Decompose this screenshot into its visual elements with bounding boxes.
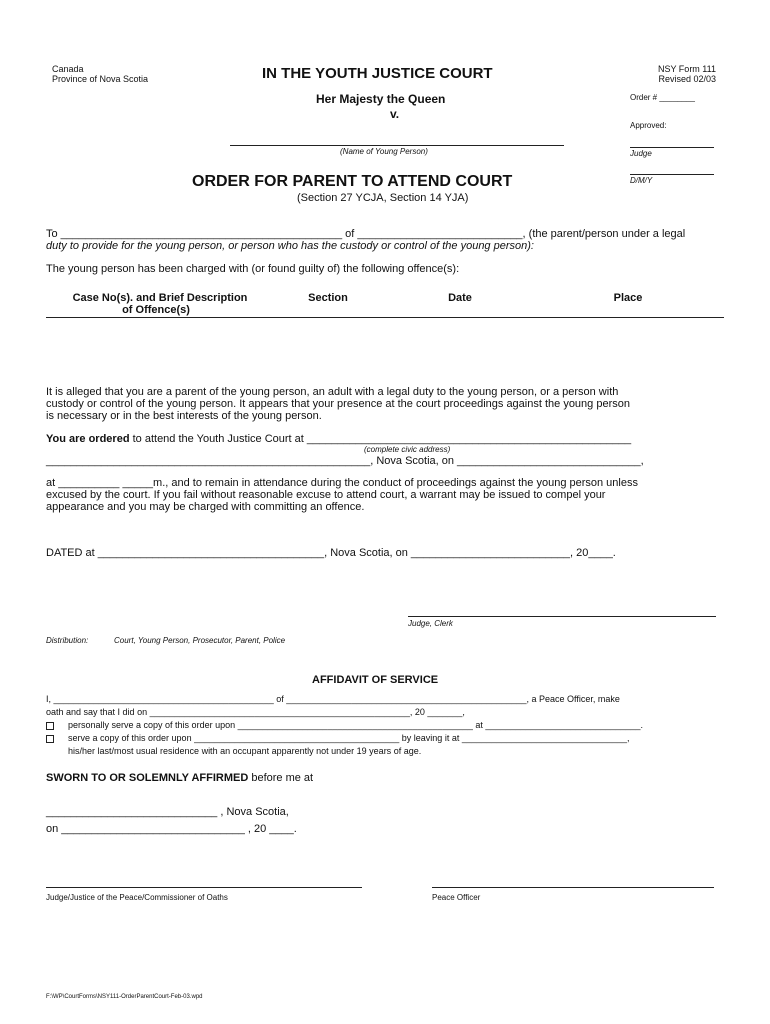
province-label: Province of Nova Scotia xyxy=(52,74,149,84)
judge-label: Judge xyxy=(630,149,652,158)
to-line-continued: duty to provide for the young person, or person who has the custody or control of the young person): xyxy=(46,240,534,252)
to-line: To ______________________________________________ of ___________________________, (the parent/person under a legal xyxy=(46,228,686,240)
file-path: F:\WP\CourtForms\NSY111-OrderParentCourt-Feb-03.wpd xyxy=(46,994,203,1000)
order-title: ORDER FOR PARENT TO ATTEND COURT xyxy=(192,173,513,190)
commissioner-label: Judge/Justice of the Peace/Commissioner of Oaths xyxy=(46,893,228,902)
revised-date: Revised 02/03 xyxy=(658,74,716,84)
approved-label: Approved: xyxy=(630,121,667,130)
col-case-label-2: of Offence(s) xyxy=(122,304,190,316)
ordered-rest: to attend the Youth Justice Court at _____________________________________________________ xyxy=(129,433,632,445)
col-case-label: Case No(s). and Brief Description xyxy=(72,292,248,304)
country-label: Canada xyxy=(52,64,84,74)
residence-service-text: serve a copy of this order upon _________________________________________ by leaving it at _________________________________, xyxy=(68,733,630,743)
judge-signature-line xyxy=(630,147,714,148)
sworn-bold: SWORN TO OR SOLEMNLY AFFIRMED xyxy=(46,772,249,784)
at-line-1: at __________ _____m., and to remain in attendance during the conduct of proceedings against the young person unless xyxy=(46,477,638,489)
commissioner-signature-line xyxy=(46,887,362,888)
date-line xyxy=(630,174,714,175)
alleged-line-2: custody or control of the young person. It appears that your presence at the court proceedings against the young person xyxy=(46,398,630,410)
affidavit-line-1: I, ____________________________________________ of ________________________________________________, a Peace Officer, make xyxy=(46,694,620,704)
service-option-residence xyxy=(46,733,630,743)
col-place: Place xyxy=(613,292,643,304)
charged-line: The young person has been charged with (or found guilty of) the following offence(s): xyxy=(46,263,460,275)
at-line-3: appearance and you may be charged with committing an offence. xyxy=(46,501,365,513)
versus-label: v. xyxy=(390,107,400,121)
personal-service-text: personally serve a copy of this order upon _______________________________________________ at _______________________________. xyxy=(68,720,644,730)
order-number: Order # ________ xyxy=(630,93,695,102)
ordered-bold: You are ordered xyxy=(46,433,130,445)
dmy-label: D/M/Y xyxy=(630,176,653,185)
form-number: NSY Form 111 xyxy=(657,64,716,74)
young-person-line xyxy=(230,145,564,146)
at-line-2: excused by the court. If you fail without reasonable excuse to attend court, a warrant may be issued to compel your xyxy=(46,489,606,501)
judge-clerk-label: Judge, Clerk xyxy=(408,619,453,628)
affidavit-title: AFFIDAVIT OF SERVICE xyxy=(312,674,439,686)
distribution-value: Court, Young Person, Prosecutor, Parent, Police xyxy=(114,636,286,645)
peace-officer-signature-line xyxy=(432,887,714,888)
peace-officer-label: Peace Officer xyxy=(432,893,481,902)
court-title: IN THE YOUTH JUSTICE COURT xyxy=(262,65,493,82)
distribution-label: Distribution: xyxy=(46,636,89,645)
alleged-line-3: is necessary or in the best interests of the young person. xyxy=(46,410,322,422)
ordered-line xyxy=(46,433,631,445)
sworn-nova-scotia-line: ____________________________ , Nova Scotia, xyxy=(46,806,289,818)
sworn-rest: before me at xyxy=(248,772,314,784)
party-name: Her Majesty the Queen xyxy=(316,92,446,106)
col-date: Date xyxy=(448,292,472,304)
judge-clerk-line xyxy=(408,616,716,617)
personal-service-checkbox[interactable] xyxy=(46,722,54,730)
alleged-line-1: It is alleged that you are a parent of the young person, an adult with a legal duty to the young person, or a person with xyxy=(46,386,619,398)
sworn-line xyxy=(46,772,313,784)
col-section: Section xyxy=(308,292,348,304)
service-option-personal xyxy=(46,720,643,730)
order-subtitle: (Section 27 YCJA, Section 14 YJA) xyxy=(297,192,469,204)
young-person-caption: (Name of Young Person) xyxy=(340,147,428,156)
residence-service-checkbox[interactable] xyxy=(46,735,54,743)
civic-address-caption: (complete civic address) xyxy=(364,445,451,454)
nova-scotia-line: _____________________________________________________, Nova Scotia, on ______________________________, xyxy=(46,455,644,467)
table-header-rule xyxy=(46,317,724,318)
dated-line: DATED at _____________________________________, Nova Scotia, on __________________________, 20____. xyxy=(46,547,616,559)
sworn-on-line: on ______________________________ , 20 ____. xyxy=(46,823,297,835)
affidavit-line-2: oath and say that I did on ____________________________________________________, 20 _______, xyxy=(46,707,465,717)
col-case-description xyxy=(50,292,270,316)
residence-service-text-2: his/her last/most usual residence with an occupant apparently not under 19 years of age. xyxy=(68,746,422,756)
